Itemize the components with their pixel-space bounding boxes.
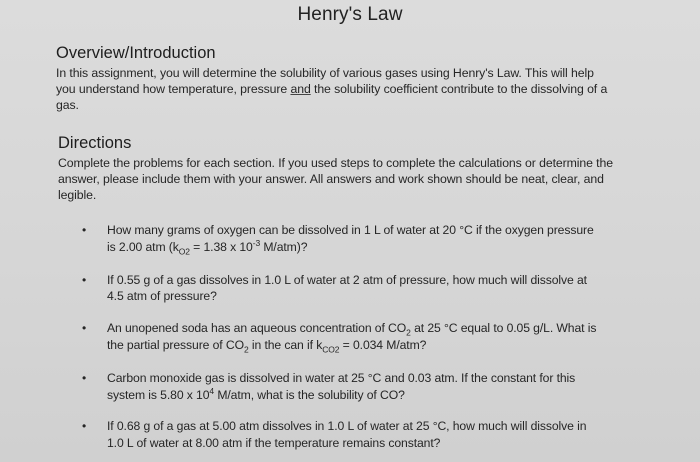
question-4-text-a: Carbon monoxide gas is dissolved in water at 25 °C and 0.03 atm. If the constant for this system is 5.80 x 10	[107, 370, 576, 402]
question-3-text-d: = 0.034 M/atm?	[339, 337, 427, 352]
question-4-text-b: M/atm, what is the solubility of CO?	[214, 387, 405, 402]
question-1	[82, 222, 602, 256]
question-3-sub-1: 2	[406, 327, 411, 338]
directions-text: Complete the problems for each section. If you used steps to complete the calculations or determine the answer, please include them with your answer. All answers and work shown should be neat, clear, and legible.	[58, 156, 613, 203]
overview-text-part2: the solubility coefficient contribute to the dissolving of a gas.	[56, 82, 608, 113]
question-5-text: If 0.68 g of a gas at 5.00 atm dissolves in 1.0 L of water at 25 °C, how much will dissolve in 1.0 L of water at 8.00 atm if the temperature remains constant?	[107, 419, 587, 451]
question-4	[82, 370, 602, 404]
question-1-text-b: = 1.38 x 10	[189, 239, 253, 254]
overview-heading: Overview/Introduction	[56, 44, 216, 62]
bullet-icon: •	[82, 272, 87, 287]
bullet-icon: •	[82, 419, 87, 434]
overview-text-and: and	[290, 82, 311, 97]
bullet-icon: •	[82, 223, 87, 237]
question-2-text: If 0.55 g of a gas dissolves in 1.0 L of water at 2 atm of pressure, how much will dissolve at 4.5 atm of pressure?	[107, 272, 587, 304]
page-title: Henry's Law	[297, 4, 403, 25]
question-1-text-a: How many grams of oxygen can be dissolved in 1 L of water at 20 °C if the oxygen pressure is 2.00 atm (k	[107, 223, 594, 254]
question-3-sub-3: CO2	[322, 344, 340, 355]
question-1-sup: -3	[252, 237, 261, 248]
question-5	[82, 418, 602, 452]
question-4-sup: 4	[209, 385, 215, 396]
bullet-icon: •	[82, 370, 87, 385]
bullet-icon: •	[82, 321, 87, 336]
question-3-text-a: An unopened soda has an aqueous concentration of CO	[107, 321, 407, 336]
question-1-text-c: M/atm)?	[260, 239, 308, 254]
question-3	[82, 320, 602, 354]
overview-text	[56, 65, 616, 114]
question-list	[82, 222, 602, 452]
overview-section	[56, 44, 616, 114]
question-3-sub-2: 2	[243, 344, 249, 355]
question-1-sub: O2	[178, 246, 190, 257]
directions-heading: Directions	[58, 134, 132, 152]
question-3-text-c: in the can if k	[248, 337, 323, 352]
directions-section	[58, 134, 618, 204]
question-3-text-b: at 25 °C equal to 0.05 g/L. What is the partial pressure of CO	[107, 321, 597, 352]
question-2	[82, 272, 602, 306]
overview-text-part1: In this assignment, you will determine the solubility of various gases using Henry's Law. This will help you understand how temperature, pressure	[56, 66, 594, 97]
